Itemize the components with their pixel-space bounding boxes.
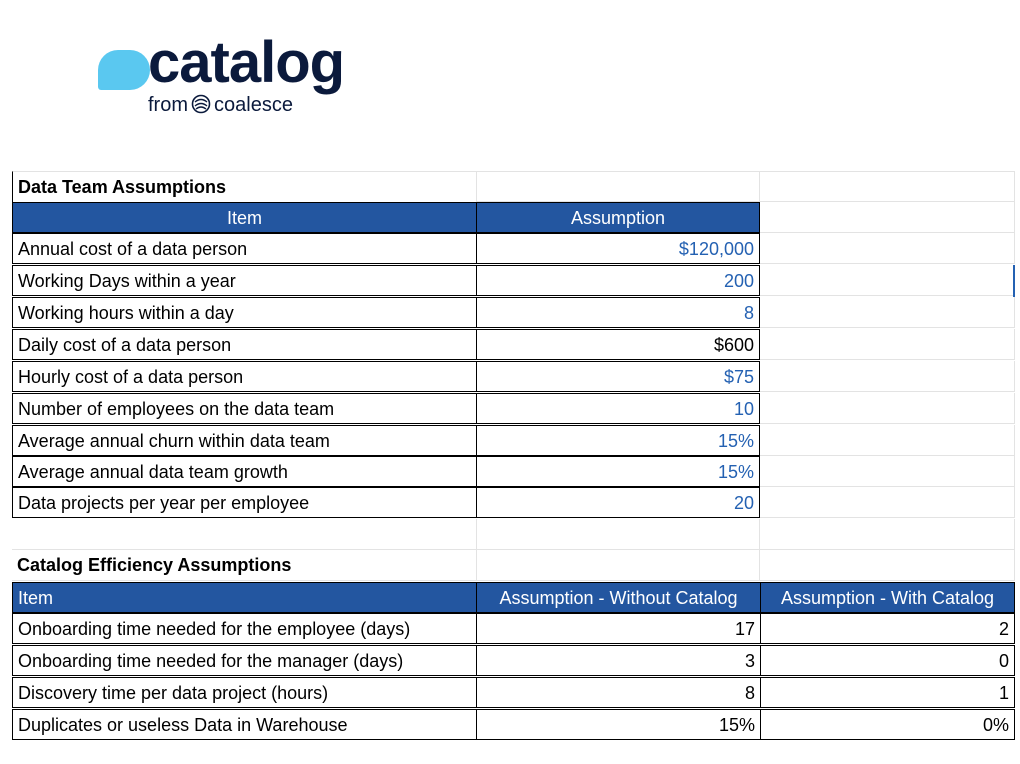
team-item-cell[interactable]: Working hours within a day <box>12 297 477 328</box>
team-item-cell[interactable]: Number of employees on the data team <box>12 393 477 424</box>
empty-cell[interactable] <box>760 487 1015 518</box>
efficiency-header-without[interactable]: Assumption - Without Catalog <box>476 582 761 613</box>
team-header-assumption[interactable]: Assumption <box>476 202 760 233</box>
team-value-cell[interactable]: 20 <box>476 487 760 518</box>
logo-wordmark: catalog <box>148 30 345 95</box>
efficiency-header-item[interactable]: Item <box>12 582 477 613</box>
efficiency-item-cell[interactable]: Onboarding time needed for the employee (days) <box>12 613 477 644</box>
team-value-cell[interactable]: $75 <box>476 361 760 392</box>
efficiency-without-cell[interactable]: 15% <box>476 709 761 740</box>
empty-cell[interactable] <box>760 171 1015 202</box>
empty-cell[interactable] <box>760 329 1015 360</box>
team-value-cell[interactable]: 15% <box>476 425 760 456</box>
logo-subtitle <box>148 94 293 115</box>
efficiency-with-cell[interactable]: 0 <box>760 645 1015 676</box>
speech-bubble-logo-icon <box>98 50 150 90</box>
efficiency-without-cell[interactable]: 3 <box>476 645 761 676</box>
empty-cell[interactable] <box>760 550 1015 581</box>
team-value-cell[interactable]: 15% <box>476 456 760 487</box>
efficiency-without-cell[interactable]: 8 <box>476 677 761 708</box>
coalesce-swirl-icon <box>191 94 211 114</box>
empty-cell[interactable] <box>477 519 760 550</box>
team-item-cell[interactable]: Data projects per year per employee <box>12 487 477 518</box>
empty-cell[interactable] <box>477 171 760 202</box>
efficiency-item-cell[interactable]: Duplicates or useless Data in Warehouse <box>12 709 477 740</box>
logo-company-text: coalesce <box>214 94 293 116</box>
empty-cell[interactable] <box>760 297 1015 328</box>
efficiency-without-cell[interactable]: 17 <box>476 613 761 644</box>
efficiency-item-cell[interactable]: Discovery time per data project (hours) <box>12 677 477 708</box>
team-item-cell[interactable]: Annual cost of a data person <box>12 233 477 264</box>
empty-cell[interactable] <box>760 425 1015 456</box>
empty-cell[interactable] <box>760 233 1015 264</box>
efficiency-with-cell[interactable]: 0% <box>760 709 1015 740</box>
team-item-cell[interactable]: Daily cost of a data person <box>12 329 477 360</box>
efficiency-with-cell[interactable]: 2 <box>760 613 1015 644</box>
team-item-cell[interactable]: Hourly cost of a data person <box>12 361 477 392</box>
team-item-cell[interactable]: Working Days within a year <box>12 265 477 296</box>
team-section-title[interactable]: Data Team Assumptions <box>12 171 477 202</box>
empty-cell[interactable] <box>760 265 1015 296</box>
team-value-cell[interactable]: 10 <box>476 393 760 424</box>
efficiency-header-with[interactable]: Assumption - With Catalog <box>760 582 1015 613</box>
team-value-cell[interactable]: $600 <box>476 329 760 360</box>
team-header-item[interactable]: Item <box>12 202 477 233</box>
text-cursor <box>1013 265 1015 297</box>
team-item-cell[interactable]: Average annual data team growth <box>12 456 477 487</box>
empty-cell[interactable] <box>12 519 477 550</box>
empty-cell[interactable] <box>760 202 1015 233</box>
empty-cell[interactable] <box>477 550 760 581</box>
efficiency-with-cell[interactable]: 1 <box>760 677 1015 708</box>
team-value-cell[interactable]: $120,000 <box>476 233 760 264</box>
logo-from-text: from <box>148 94 188 116</box>
efficiency-item-cell[interactable]: Onboarding time needed for the manager (days) <box>12 645 477 676</box>
team-value-cell[interactable]: 200 <box>476 265 760 296</box>
empty-cell[interactable] <box>760 393 1015 424</box>
empty-cell[interactable] <box>760 519 1015 550</box>
catalog-logo <box>98 30 368 120</box>
empty-cell[interactable] <box>760 456 1015 487</box>
team-item-cell[interactable]: Average annual churn within data team <box>12 425 477 456</box>
empty-cell[interactable] <box>760 361 1015 392</box>
team-value-cell[interactable]: 8 <box>476 297 760 328</box>
efficiency-section-title[interactable]: Catalog Efficiency Assumptions <box>12 550 477 581</box>
